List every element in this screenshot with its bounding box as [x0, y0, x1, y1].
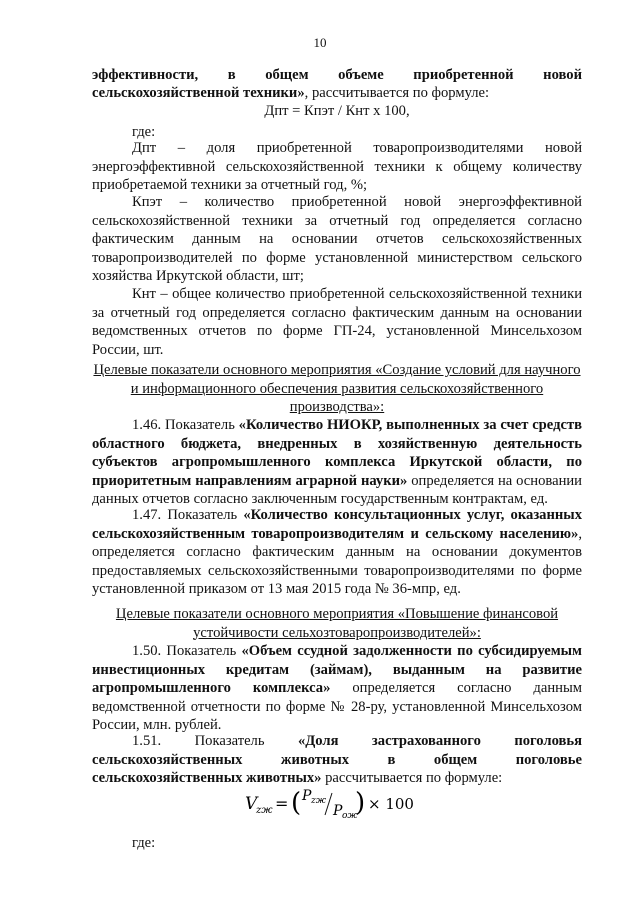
- p147-indicator: «Количество консультационных услуг, оказанных сельскохозяйственным товаропроизводителям и сельскому населению»: [92, 507, 582, 542]
- intro-line1: эффективности, в общем объеме приобретенной новой: [92, 67, 582, 83]
- svg-text:P: P: [302, 788, 312, 804]
- p146-number: 1.46. Показатель: [132, 417, 239, 433]
- paragraph-1-46: [92, 416, 582, 509]
- p151-number: 1.51. Показатель: [132, 733, 298, 749]
- where-1: где:: [132, 124, 156, 140]
- p150-rest: определяется согласно данным ведомственной отчетности по форме № 28-ру, установленной Минсельхозом России, млн. рублей.: [92, 680, 582, 733]
- p146-rest: определяется на основании данных отчетов согласно заключенным государственным контрактам, ед.: [92, 472, 582, 507]
- definition-knt: Кнт – общее количество приобретенной сельскохозяйственной техники за отчетный год определяется согласно фактическим данным на основании ведомственных отчетов по форме ГП-24, установленной Минсельхозом России, шт.: [92, 286, 582, 358]
- p147-rest: , определяется согласно фактическим данным на основании документов предоставляемых сельскохозяйственными товаропроизводителями по форме установленной приказом от 13 мая 2015 года № 36-мпр, ед.: [92, 525, 582, 597]
- p150-indicator: «Объем ссудной задолженности по субсидируемым инвестиционных кредитам (займам), выданным на развитие агропромышленного комплекса»: [92, 643, 582, 696]
- formula-2: [245, 783, 425, 823]
- paragraph-1-47: [92, 506, 582, 599]
- svg-text:V: V: [245, 794, 258, 814]
- svg-text:P: P: [333, 803, 343, 819]
- definition-dpt: Дпт – доля приобретенной товаропроизводителями новой энергоэффективной сельскохозяйственной техники к общему количеству приобретаемой техники за отчетный год, %;: [92, 140, 582, 193]
- intro-line2: [92, 84, 582, 103]
- svg-text:× 100: × 100: [368, 795, 414, 813]
- formula-1: Дпт = Кпэт / Кнт х 100,: [264, 103, 410, 119]
- svg-text:zж: zж: [311, 796, 326, 806]
- where-2: где:: [132, 835, 156, 851]
- p150-number: 1.50. Показатель: [132, 643, 242, 659]
- intro-line2-rest: , рассчитывается по формуле:: [304, 85, 490, 101]
- svg-text:=: =: [275, 794, 289, 813]
- p151-indicator: «Доля застрахованного поголовья сельскохозяйственных животных в общем поголовье сельскохозяйственных животных»: [92, 733, 583, 786]
- svg-text:ож: ож: [342, 811, 358, 821]
- paragraph-1-50: [92, 642, 582, 735]
- p146-indicator: «Количество НИОКР, выполненных за счет средств областного бюджета, внедренных в хозяйственную деятельность субъектов агропромышленного комплекса Иркутской области, по приоритетным направлениям аграрной науки»: [92, 417, 582, 489]
- paragraph-1-51: [92, 732, 582, 788]
- section1-heading: Целевые показатели основного мероприятия «Создание условий для научного и информационного обеспечения развития сельскохозяйственного производства»:: [93, 362, 581, 415]
- section2-heading: Целевые показатели основного мероприятия «Повышение финансовой устойчивости сельхозтоваропроизводителей»:: [115, 606, 559, 641]
- p147-number: 1.47. Показатель: [132, 507, 244, 523]
- definition-kpet: Кпэт – количество приобретенной новой энергоэффективной сельскохозяйственной техники за отчетный год определяется согласно фактическим данным на основании отчетов сельскохозяйственных товаропроизводителей по форме установленной министерством сельского хозяйства Иркутской области, шт;: [92, 194, 582, 284]
- intro-line2-bold: сельскохозяйственной техники»: [92, 85, 305, 101]
- p151-rest: рассчитывается по формуле:: [321, 770, 503, 786]
- page-number: 10: [313, 35, 327, 50]
- svg-text:zж: zж: [256, 805, 273, 816]
- svg-text:): ): [355, 788, 366, 818]
- svg-text:(: (: [291, 788, 302, 818]
